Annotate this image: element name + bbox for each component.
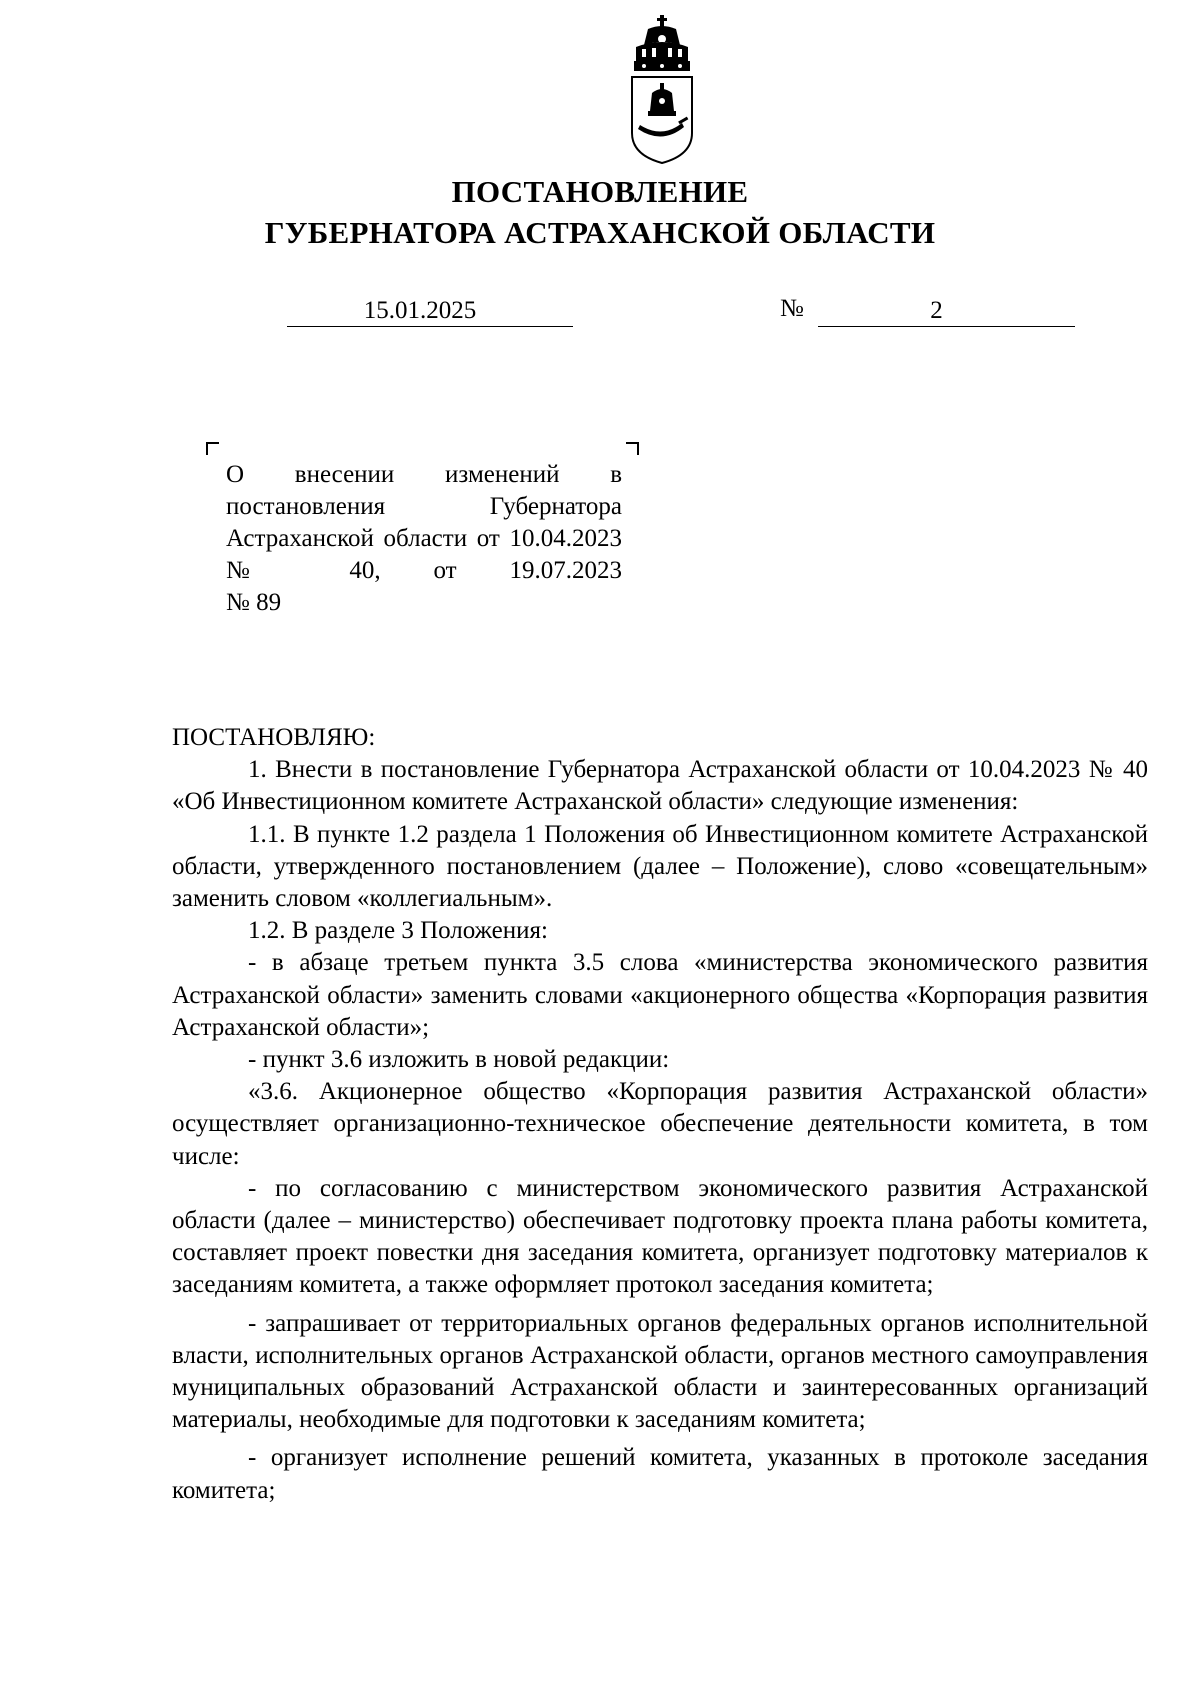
number-label: №	[780, 295, 804, 322]
coat-of-arms-emblem	[622, 15, 702, 165]
body-paragraph: 1.2. В разделе 3 Положения:	[248, 917, 548, 945]
body-paragraph: - пункт 3.6 изложить в новой редакции:	[248, 1046, 670, 1074]
document-subject	[226, 459, 622, 619]
body-paragraph: 1.1. В пункте 1.2 раздела 1 Положения об Инвестиционном комитете Астраханской области, утвержденного постановлением (далее – Положение), слово «совещательным» заменить словом «коллегиальным».	[172, 820, 1148, 913]
body-paragraph: - в абзаце третьем пункта 3.5 слова «министерства экономического развития Астраханской области» заменить словами «акционерного общества «Корпорация развития Астраханской области»;	[172, 949, 1148, 1041]
subject-text-last-line: № 89	[226, 589, 282, 616]
document-date: 15.01.2025	[287, 296, 573, 327]
document-body	[172, 722, 1148, 1507]
issuer-title: ГУБЕРНАТОРА АСТРАХАНСКОЙ ОБЛАСТИ	[264, 215, 936, 250]
document-number: 2	[818, 296, 1075, 327]
subject-bracket-right	[626, 442, 639, 455]
body-paragraph: - запрашивает от территориальных органов федеральных органов исполнительной власти, исполнительных органов Астраханской области, органов местного самоуправления муниципальных образований Астраханской области и заинтересованных организаций материалы, необходимые для подготовки к заседаниям комитета;	[172, 1309, 1148, 1434]
body-paragraph: 1. Внести в постановление Губернатора Астраханской области от 10.04.2023 № 40 «Об Инвестиционном комитете Астраханской области» следующие изменения:	[172, 756, 1148, 816]
subject-text: О внесении изменений в постановления Губернатора Астраханской области от 10.04.2023 № 40, от 19.07.2023	[226, 461, 622, 584]
body-paragraph: «3.6. Акционерное общество «Корпорация развития Астраханской области» осуществляет организационно-техническое обеспечение деятельности комитета, в том числе:	[172, 1078, 1148, 1170]
decree-heading: ПОСТАНОВЛЯЮ:	[172, 724, 376, 751]
body-paragraph: - по согласованию с министерством экономического развития Астраханской области (далее – министерство) обеспечивает подготовку проекта плана работы комитета, составляет проект повестки дня заседания комитета, организует подготовку материалов к заседаниям комитета, а также оформляет протокол заседания комитета;	[172, 1174, 1148, 1299]
body-paragraph: - организует исполнение решений комитета, указанных в протоколе заседания комитета;	[172, 1444, 1148, 1504]
subject-bracket-left	[206, 442, 219, 455]
document-type-title: ПОСТАНОВЛЕНИЕ	[451, 174, 749, 209]
